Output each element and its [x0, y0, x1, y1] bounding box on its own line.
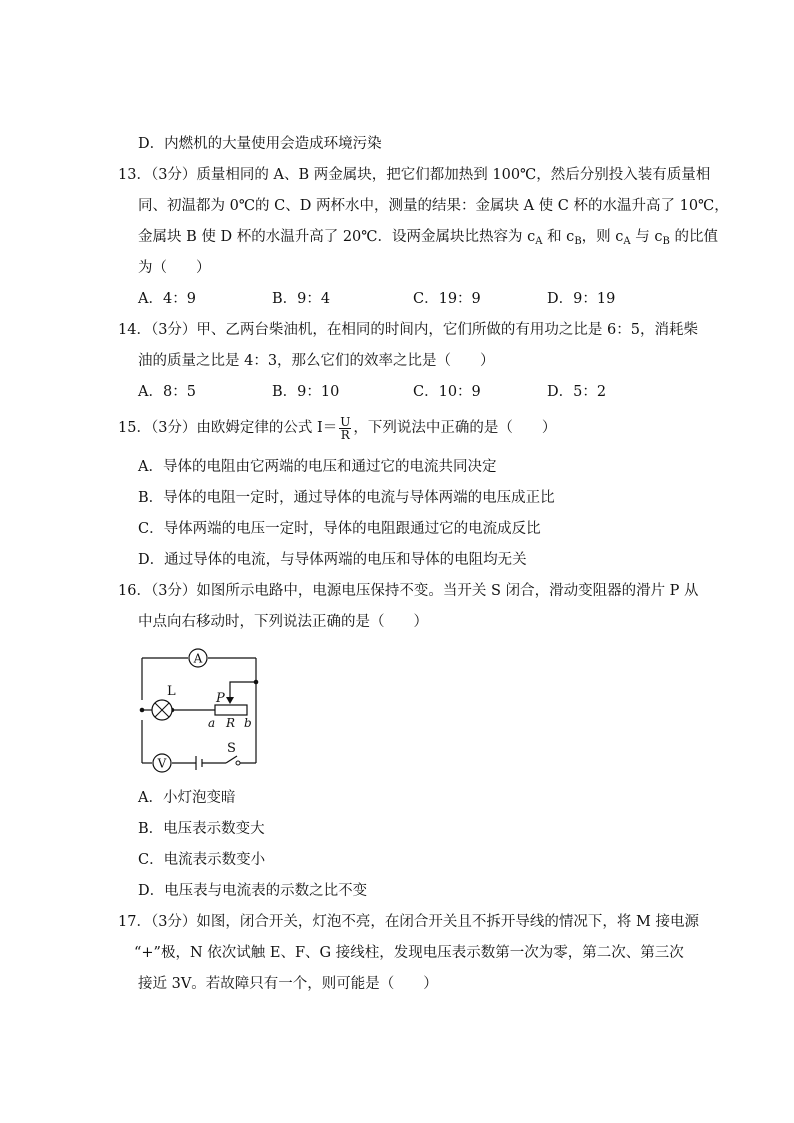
subscript-b: B — [574, 236, 582, 247]
q14-option-d[interactable]: D．5：2 — [547, 384, 607, 400]
q17-stem-line1: 17．（3分）如图，闭合开关，灯泡不亮，在闭合开关且不拆开导线的情况下，将 M 接电源 — [118, 914, 699, 930]
q15-text: 15．（3分）由欧姆定律的公式 I＝ — [118, 420, 338, 436]
rheostat-r-label: R — [226, 716, 236, 730]
q12-option-d: D．内燃机的大量使用会造成环境污染 — [138, 136, 382, 152]
fraction-denominator: R — [340, 427, 350, 442]
slider-label: P — [216, 691, 225, 706]
q16-option-a[interactable]: A．小灯泡变暗 — [138, 790, 236, 806]
subscript-a: A — [623, 236, 631, 247]
q13-stem-line4: 为（ ） — [138, 260, 211, 276]
q15-option-a[interactable]: A．导体的电阻由它两端的电压和通过它的电流共同决定 — [138, 459, 497, 475]
q13-text: 金属块 B 使 D 杯的水温升高了 20℃．设两金属块比热容为 c — [138, 229, 536, 245]
switch-label: S — [227, 741, 236, 756]
voltmeter-label: V — [157, 756, 167, 771]
q13-stem-line1: 13．（3分）质量相同的 A、B 两金属块，把它们都加热到 100℃，然后分别投入装有质量相 — [118, 167, 711, 183]
subscript-a: A — [535, 236, 543, 247]
ammeter-icon — [189, 649, 207, 667]
q13-text: 和 c — [542, 229, 575, 245]
rheostat-a-label: a — [208, 716, 216, 730]
q13-stem-line2: 同、初温都为 0℃的 C、D 两杯水中，测量的结果：金属块 A 使 C 杯的水温升高了 10℃， — [138, 198, 729, 214]
lamp-label: L — [167, 684, 176, 699]
ohm-fraction — [339, 416, 351, 441]
q16-stem-line2: 中点向右移动时，下列说法正确的是（ ） — [138, 614, 428, 630]
circuit-diagram — [130, 645, 270, 780]
q14-stem-line1: 14．（3分）甲、乙两台柴油机，在相同的时间内，它们所做的有用功之比是 6：5，消耗柴 — [118, 322, 698, 338]
voltmeter-icon — [153, 754, 171, 772]
q13-text: ，则 c — [581, 229, 624, 245]
q13-text: 与 c — [630, 229, 663, 245]
q15-option-d[interactable]: D．通过导体的电流，与导体两端的电压和导体的电阻均无关 — [138, 552, 527, 568]
q15-text: ，下列说法中正确的是（ ） — [353, 420, 557, 436]
q13-option-d[interactable]: D．9：19 — [547, 291, 616, 307]
q15-stem-line1 — [118, 413, 556, 443]
subscript-b: B — [662, 236, 670, 247]
slider-arrow-icon — [226, 697, 234, 704]
q14-option-c[interactable]: C．10：9 — [413, 384, 481, 400]
q13-option-a[interactable]: A．4：9 — [138, 291, 196, 307]
lamp-icon — [142, 700, 172, 720]
q13-text: 的比值 — [669, 229, 718, 245]
q16-option-d[interactable]: D．电压表与电流表的示数之比不变 — [138, 883, 368, 899]
q16-stem-line1: 16．（3分）如图所示电路中，电源电压保持不变。当开关 S 闭合，滑动变阻器的滑片 P 从 — [118, 583, 699, 599]
q15-option-b[interactable]: B．导体的电阻一定时，通过导体的电流与导体两端的电压成正比 — [138, 490, 555, 506]
ammeter-label: A — [193, 651, 203, 666]
fraction-numerator: U — [340, 414, 351, 429]
q13-option-c[interactable]: C．19：9 — [413, 291, 481, 307]
q16-option-c[interactable]: C．电流表示数变小 — [138, 852, 266, 868]
q14-option-b[interactable]: B．9：10 — [272, 384, 340, 400]
q16-option-b[interactable]: B．电压表示数变大 — [138, 821, 265, 837]
q17-stem-line3: 接近 3V。若故障只有一个，则可能是（ ） — [138, 976, 438, 992]
q17-stem-line2: “+”极，N 依次试触 E、F、G 接线柱，发现电压表示数第一次为零，第二次、第三次 — [134, 945, 684, 961]
rheostat-b-label: b — [244, 716, 252, 730]
q15-option-c[interactable]: C．导体两端的电压一定时，导体的电阻跟通过它的电流成反比 — [138, 521, 541, 537]
q14-option-a[interactable]: A．8：5 — [138, 384, 196, 400]
q13-option-b[interactable]: B．9：4 — [272, 291, 331, 307]
q13-stem-line3 — [138, 227, 718, 252]
q14-stem-line2: 油的质量之比是 4：3，那么它们的效率之比是（ ） — [138, 353, 495, 369]
